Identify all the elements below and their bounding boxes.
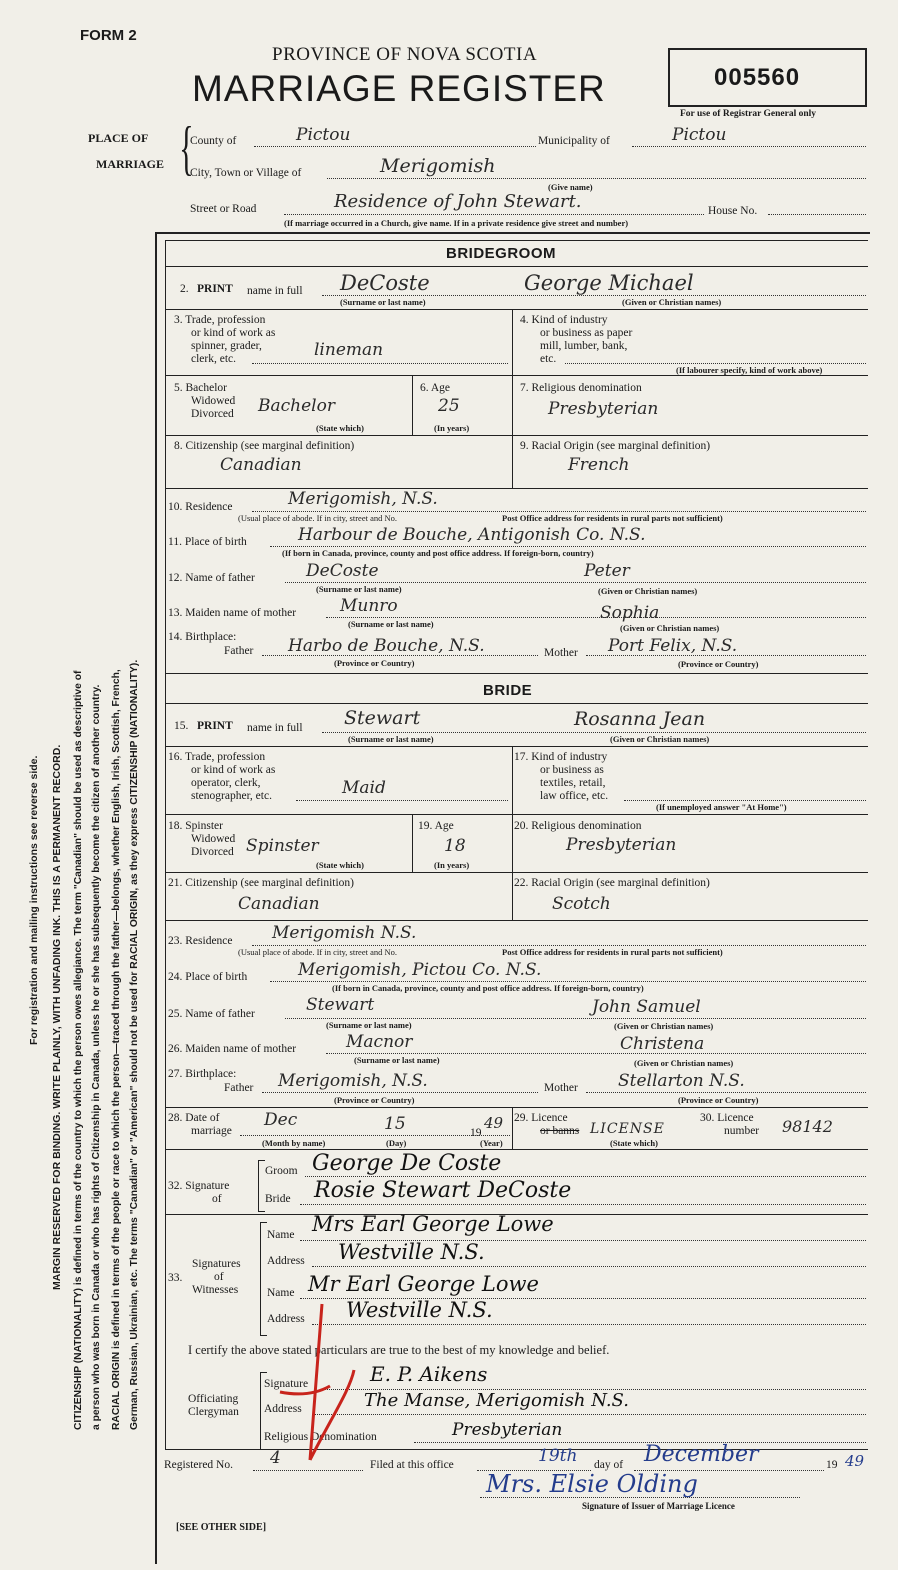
licence-number: 98142 <box>782 1117 833 1136</box>
bride-father-given: John Samuel <box>592 997 701 1017</box>
bride-citizenship: Canadian <box>238 894 320 914</box>
bride-mother-birth: Stellarton N.S. <box>618 1071 745 1091</box>
f32-label: 32. Signature <box>168 1180 230 1192</box>
groom-mother-birth: Port Felix, N.S. <box>608 636 738 656</box>
marriage-year-prefix: 19 <box>470 1127 482 1139</box>
officiating-label: Clergyman <box>188 1406 239 1418</box>
f33-num: 33. <box>168 1272 183 1284</box>
f33-label: Witnesses <box>192 1284 239 1296</box>
groom-signature: George De Coste <box>312 1151 502 1176</box>
marriage-year: 49 <box>484 1114 504 1132</box>
bride-surname: Stewart <box>344 707 421 729</box>
bride-mother-surname: Macnor <box>346 1032 413 1052</box>
margin-note-5: RACIAL ORIGIN is defined in terms of the people or race to which the person—traced through the father—belongs, whether English, Irish, Scottish, French, <box>111 669 122 1430</box>
w2-name-label: Name <box>267 1287 295 1299</box>
f8-label: 8. Citizenship (see marginal definition) <box>174 440 355 452</box>
groom-status: Bachelor <box>258 396 335 416</box>
city-label: City, Town or Village of <box>190 167 302 179</box>
f4-label: 4. Kind of industry <box>520 314 608 326</box>
f17-label: textiles, retail, <box>540 777 606 789</box>
f16-label: operator, clerk, <box>191 777 261 789</box>
w1-address: Westville N.S. <box>338 1240 485 1264</box>
bride-racial: Scotch <box>552 894 611 914</box>
registered-no-label: Registered No. <box>164 1459 233 1471</box>
f20-label: 20. Religious denomination <box>514 820 642 832</box>
margin-note-1: For registration and mailing instructions see reverse side. <box>28 755 40 1045</box>
groom-given-note: (Given or Christian names) <box>622 297 722 307</box>
officiating-label: Officiating <box>188 1393 239 1405</box>
f32-label: of <box>212 1193 222 1205</box>
f24-label: 24. Place of birth <box>168 971 248 983</box>
f10-label: 10. Residence <box>168 501 233 513</box>
f14-father-label: Father <box>224 645 254 657</box>
w1-name-label: Name <box>267 1229 295 1241</box>
f13-surname-note: (Surname or last name) <box>348 619 434 629</box>
marriage-label: MARRIAGE <box>96 157 164 171</box>
f2-num: 2. <box>180 283 189 295</box>
f25-surname-note: (Surname or last name) <box>326 1020 412 1030</box>
f13-label: 13. Maiden name of mother <box>168 607 297 619</box>
city-value: Merigomish <box>380 155 496 177</box>
f26-surname-note: (Surname or last name) <box>354 1055 440 1065</box>
house-label: House No. <box>708 205 758 217</box>
w2-address-label: Address <box>267 1313 305 1325</box>
bride-res-note-bold: Post Office address for residents in rural parts not sufficient) <box>502 947 723 957</box>
groom-residence: Merigomish, N.S. <box>288 489 438 509</box>
f17-label: law office, etc. <box>540 790 609 802</box>
f18-label: Divorced <box>191 846 234 858</box>
f5-label: Widowed <box>191 395 236 407</box>
filed-day: 19th <box>538 1446 578 1466</box>
groom-surname-note: (Surname or last name) <box>340 297 426 307</box>
f14-father-prov-note: (Province or Country) <box>334 658 415 668</box>
street-value: Residence of John Stewart. <box>334 191 582 212</box>
f5-label: 5. Bachelor <box>174 382 228 394</box>
bride-trade: Maid <box>342 778 386 798</box>
f5-label: Divorced <box>191 408 234 420</box>
registration-number: 005560 <box>714 64 801 91</box>
f33-label: of <box>214 1271 224 1283</box>
groom-religion: Presbyterian <box>548 399 659 419</box>
f4-note: (If labourer specify, kind of work above) <box>676 365 823 375</box>
f14-mother-prov-note: (Province or Country) <box>678 659 759 669</box>
bride-given: Rosanna Jean <box>574 708 706 730</box>
registrar-note: For use of Registrar General only <box>680 109 817 119</box>
day-note: (Day) <box>386 1138 407 1148</box>
f7-label: 7. Religious denomination <box>520 382 642 394</box>
f26-given-note: (Given or Christian names) <box>634 1058 734 1068</box>
bride-label: Bride <box>265 1193 291 1205</box>
f4-label: or business as paper <box>540 327 633 339</box>
groom-trade: lineman <box>314 340 384 360</box>
f15-label: name in full <box>247 722 303 734</box>
f19-in-years: (In years) <box>434 860 470 870</box>
w2-name: Mr Earl George Lowe <box>308 1272 539 1296</box>
f3-label: or kind of work as <box>191 327 276 339</box>
groom-mother-given: Sophia <box>600 603 660 623</box>
f26-label: 26. Maiden name of mother <box>168 1043 297 1055</box>
f27-father-prov-note: (Province or Country) <box>334 1095 415 1105</box>
clergy-address-label: Address <box>264 1403 302 1415</box>
red-check-mark-icon <box>270 1300 360 1470</box>
f30-label: number <box>724 1125 760 1137</box>
county-label: County of <box>190 135 237 147</box>
f16-label: stenographer, etc. <box>191 790 272 802</box>
place-label: PLACE OF <box>88 131 149 145</box>
f16-label: or kind of work as <box>191 764 276 776</box>
margin-note-6: German, Russian, Ukrainian, etc. The terms "Canadian" or "American" should not be used for RACIAL ORIGIN, as they express CITIZENSHIP (NATIONALITY). <box>129 659 140 1430</box>
f27-father-label: Father <box>224 1082 254 1094</box>
f28-label: marriage <box>191 1125 232 1137</box>
f6-label: 6. Age <box>420 382 451 394</box>
bride-birth-note: (If born in Canada, province, county and post office address. If foreign-born, country) <box>332 983 644 993</box>
f25-label: 25. Name of father <box>168 1008 255 1020</box>
f14-mother-label: Mother <box>544 647 578 659</box>
clergy-signature-label: Signature <box>264 1378 309 1390</box>
groom-surname: DeCoste <box>340 271 430 295</box>
f18-label: Widowed <box>191 833 236 845</box>
f3-label: spinner, grader, <box>191 340 262 352</box>
clergy-signature: E. P. Aikens <box>370 1362 488 1386</box>
f33-label: Signatures <box>192 1258 241 1270</box>
religious-denomination-label: Religious Denomination <box>264 1431 377 1443</box>
bridegroom-heading: BRIDEGROOM <box>446 245 556 262</box>
issuer-signature: Mrs. Elsie Olding <box>486 1470 698 1498</box>
clergy-address: The Manse, Merigomish N.S. <box>364 1390 629 1411</box>
clergy-religion: Presbyterian <box>452 1420 563 1440</box>
f2-label: name in full <box>247 285 303 297</box>
f2-print: PRINT <box>197 283 233 295</box>
bride-residence: Merigomish N.S. <box>272 923 417 943</box>
province-heading: PROVINCE OF NOVA SCOTIA <box>272 44 538 65</box>
bride-status: Spinster <box>246 836 319 856</box>
f6-in-years: (In years) <box>434 423 470 433</box>
groom-father-birth: Harbo de Bouche, N.S. <box>288 636 485 656</box>
f5-state-which: (State which) <box>316 423 364 433</box>
filed-year: 49 <box>845 1452 865 1470</box>
form-number: FORM 2 <box>80 27 137 44</box>
f4-label: mill, lumber, bank, <box>540 340 628 352</box>
groom-father-surname: DeCoste <box>306 561 379 581</box>
give-name-note: (Give name) <box>548 182 593 192</box>
f16-label: 16. Trade, profession <box>168 751 266 763</box>
licence-type: LICENSE <box>590 1121 665 1137</box>
bride-religion: Presbyterian <box>566 835 677 855</box>
brace: { <box>179 115 194 181</box>
w1-address-label: Address <box>267 1255 305 1267</box>
marriage-month: Dec <box>264 1110 298 1130</box>
res-note: (Usual place of abode. If in city, street and No. <box>238 513 398 523</box>
f15-print: PRINT <box>197 720 233 732</box>
f12-surname-note: (Surname or last name) <box>316 584 402 594</box>
f15-num: 15. <box>174 720 189 732</box>
registered-no: 4 <box>270 1448 281 1468</box>
witness-brace <box>260 1222 267 1336</box>
f12-given-note: (Given or Christian names) <box>598 586 698 596</box>
bride-surname-note: (Surname or last name) <box>348 734 434 744</box>
f13-given-note: (Given or Christian names) <box>620 623 720 633</box>
f27-mother-prov-note: (Province or Country) <box>678 1095 759 1105</box>
month-note: (Month by name) <box>262 1138 326 1148</box>
f17-label: or business as <box>540 764 604 776</box>
f29-state-which: (State which) <box>610 1138 658 1148</box>
groom-mother-surname: Munro <box>340 596 398 616</box>
bride-birthplace: Merigomish, Pictou Co. N.S. <box>298 960 542 980</box>
registration-number-box <box>668 48 867 107</box>
issuer-label: Signature of Issuer of Marriage Licence <box>582 1501 735 1511</box>
bride-res-note: (Usual place of abode. If in city, street and No. <box>238 947 398 957</box>
f4-label: etc. <box>540 353 557 365</box>
f11-label: 11. Place of birth <box>168 536 247 548</box>
f29-label: 29. Licence <box>514 1112 568 1124</box>
bride-heading: BRIDE <box>483 682 533 699</box>
f17-note: (If unemployed answer "At Home") <box>656 802 787 812</box>
f9-label: 9. Racial Origin (see marginal definition) <box>520 440 711 452</box>
groom-citizenship: Canadian <box>220 455 302 475</box>
year-note: (Year) <box>480 1138 503 1148</box>
signature-brace <box>258 1160 265 1212</box>
f30-label: 30. Licence <box>700 1112 754 1124</box>
filed-month: December <box>644 1442 759 1467</box>
w1-name: Mrs Earl George Lowe <box>312 1212 554 1236</box>
margin-note-2: MARGIN RESERVED FOR BINDING. WRITE PLAINLY, WITH UNFADING INK. THIS IS A PERMANENT RECORD. <box>51 744 63 1290</box>
f27-mother-label: Mother <box>544 1082 578 1094</box>
f12-label: 12. Name of father <box>168 572 255 584</box>
bride-age: 18 <box>444 836 466 856</box>
groom-racial: French <box>568 455 630 475</box>
f3-label: 3. Trade, profession <box>174 314 266 326</box>
bride-father-birth: Merigomish, N.S. <box>278 1071 428 1091</box>
marriage-day: 15 <box>384 1114 406 1134</box>
day-of-label: day of <box>594 1459 624 1471</box>
f14-label: 14. Birthplace: <box>168 631 237 643</box>
groom-given: George Michael <box>524 271 694 295</box>
f18-state-which: (State which) <box>316 860 364 870</box>
county-value: Pictou <box>296 125 351 145</box>
f21-label: 21. Citizenship (see marginal definition) <box>168 877 354 889</box>
bride-signature: Rosie Stewart DeCoste <box>314 1178 572 1203</box>
f27-label: 27. Birthplace: <box>168 1068 237 1080</box>
bride-mother-given: Christena <box>620 1034 705 1054</box>
street-label: Street or Road <box>190 203 257 215</box>
margin-note-3: CITIZENSHIP (NATIONALITY) is defined in terms of the country to which the person owes allegiance. The term "Canadian" should be used as descriptive of <box>73 670 84 1430</box>
groom-father-given: Peter <box>584 561 630 581</box>
f22-label: 22. Racial Origin (see marginal definition) <box>514 877 710 889</box>
groom-age: 25 <box>438 396 460 416</box>
municipality-label: Municipality of <box>538 135 610 147</box>
groom-label: Groom <box>265 1165 298 1177</box>
f29-label: or banns <box>540 1125 580 1137</box>
f17-label: 17. Kind of industry <box>514 751 608 763</box>
bride-given-note: (Given or Christian names) <box>610 734 710 744</box>
bride-father-surname: Stewart <box>306 995 375 1015</box>
f25-given-note: (Given or Christian names) <box>614 1021 714 1031</box>
f3-label: clerk, etc. <box>191 353 237 365</box>
f28-label: 28. Date of <box>168 1112 220 1124</box>
filed-year-prefix: 19 <box>826 1459 838 1471</box>
street-note: (If marriage occurred in a Church, give name. If in a private residence give street and number) <box>284 218 629 228</box>
f19-label: 19. Age <box>418 820 454 832</box>
birth-note: (If born in Canada, province, county and post office address. If foreign-born, country) <box>282 548 594 558</box>
margin-note-4: a person who was born in Canada or who has rights of Citizenship in Canada, unless he or she has subsequently become the citizen of another country. <box>91 684 102 1430</box>
w2-address: Westville N.S. <box>346 1298 493 1322</box>
groom-birthplace: Harbour de Bouche, Antigonish Co. N.S. <box>298 525 646 545</box>
certify-statement: I certify the above stated particulars are true to the best of my knowledge and belief. <box>188 1343 610 1357</box>
res-note-bold: Post Office address for residents in rural parts not sufficient) <box>502 513 723 523</box>
municipality-value: Pictou <box>672 125 727 145</box>
f18-label: 18. Spinster <box>168 820 223 832</box>
filed-label: Filed at this office <box>370 1459 454 1471</box>
page-title: MARRIAGE REGISTER <box>192 68 606 109</box>
f23-label: 23. Residence <box>168 935 233 947</box>
see-other-side: [SEE OTHER SIDE] <box>176 1522 267 1533</box>
